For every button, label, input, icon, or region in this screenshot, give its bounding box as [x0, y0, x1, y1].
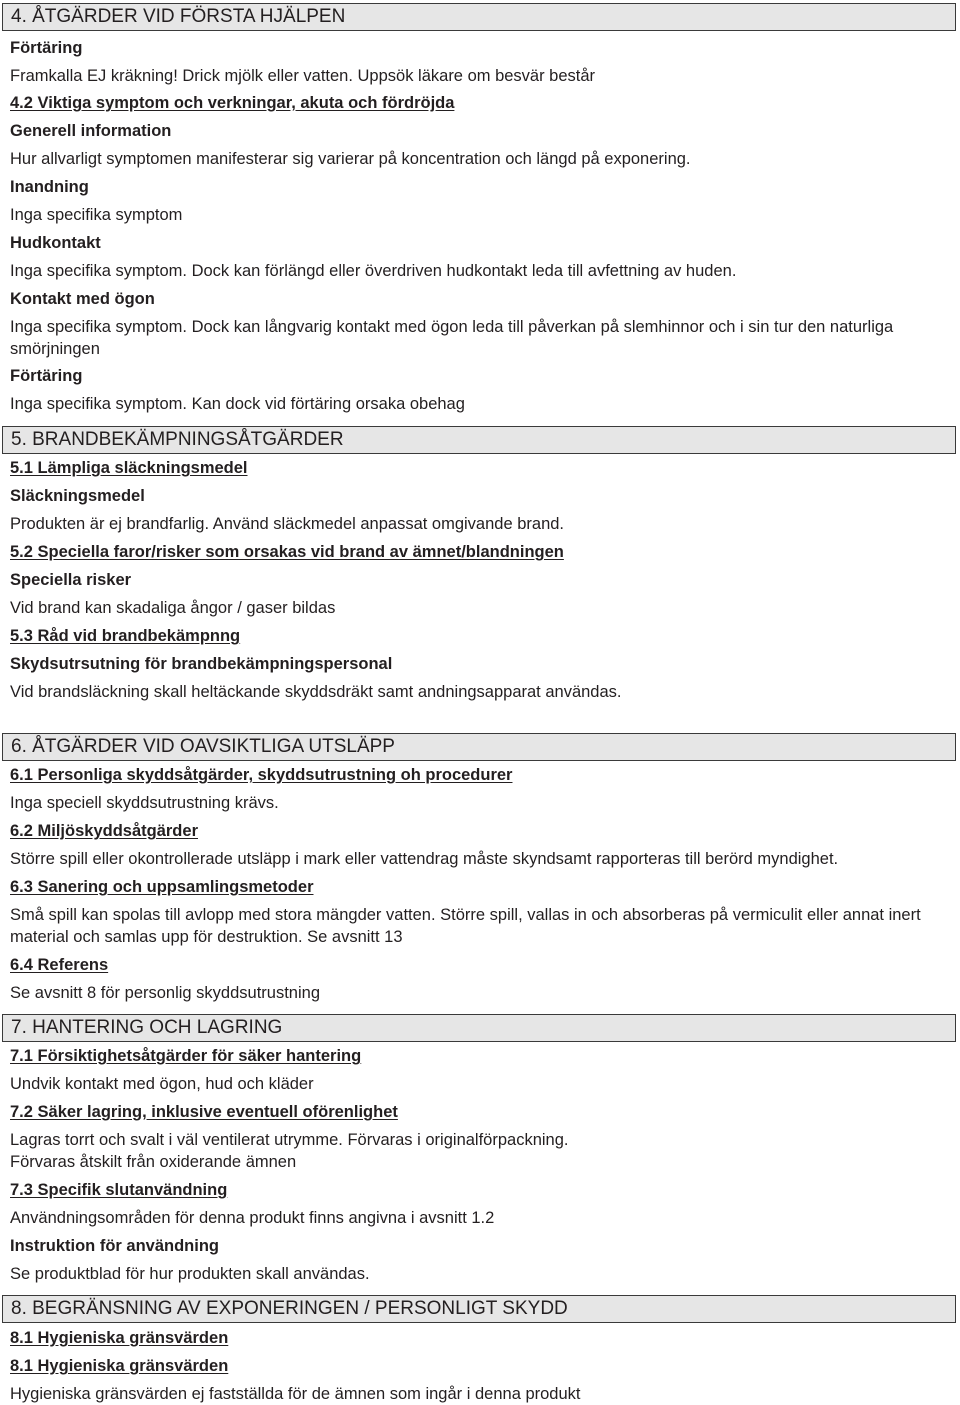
text-6-1: Inga speciell skyddsutrustning krävs. [10, 794, 279, 812]
ogon-text: Inga specifika symptom. Dock kan långvarig kontakt med ögon leda till påverkan på slemhinnor och i sin tur den naturliga smörjningen [10, 318, 894, 358]
fortaring-label: Förtäring [10, 39, 83, 57]
subsection-4-2: 4.2 Viktiga symptom och verkningar, akuta och fördröjda [10, 94, 455, 112]
inandning-label: Inandning [10, 178, 89, 196]
text-8-1: Hygieniska gränsvärden ej fastställda för de ämnen som ingår i denna produkt [10, 1385, 581, 1403]
subsection-6-3: 6.3 Sanering och uppsamlingsmetoder [10, 878, 314, 896]
text-7-2b: Förvaras åtskilt från oxiderande ämnen [10, 1153, 297, 1171]
slackningsmedel-label: Släckningsmedel [10, 487, 145, 505]
fortaring-text: Framkalla EJ kräkning! Drick mjölk eller vatten. Uppsök läkare om besvär består [10, 67, 596, 85]
subsection-5-2: 5.2 Speciella faror/risker som orsakas vid brand av ämnet/blandningen [10, 543, 564, 561]
subsection-7-2: 7.2 Säker lagring, inklusive eventuell oförenlighet [10, 1103, 398, 1121]
text-7-3: Användningsområden för denna produkt finns angivna i avsnitt 1.2 [10, 1209, 495, 1227]
section-8-heading: 8. BEGRÄNSNING AV EXPONERINGEN / PERSONLIGT SKYDD [2, 1295, 956, 1323]
skyddsutrustning-label: Skydsutrsutning för brandbekämpningspersonal [10, 655, 393, 673]
text-6-2: Större spill eller okontrollerade utsläpp i mark eller vattendrag måste skyndsamt rapporteras till berörd myndighet. [10, 850, 839, 868]
subsection-7-1: 7.1 Försiktighetsåtgärder för säker hantering [10, 1047, 362, 1065]
section-4-heading: 4. ÅTGÄRDER VID FÖRSTA HJÄLPEN [2, 3, 956, 31]
fortaring2-label: Förtäring [10, 367, 83, 385]
hudkontakt-text: Inga specifika symptom. Dock kan förlängd eller överdriven hudkontakt leda till avfettning av huden. [10, 262, 737, 280]
text-7-2a: Lagras torrt och svalt i väl ventilerat utrymme. Förvaras i originalförpackning. [10, 1131, 569, 1149]
subsection-8-1-b: 8.1 Hygieniska gränsvärden [10, 1357, 229, 1375]
section-6-heading: 6. ÅTGÄRDER VID OAVSIKTLIGA UTSLÄPP [2, 733, 956, 761]
speciella-risker-label: Speciella risker [10, 571, 132, 589]
subsection-6-2: 6.2 Miljöskyddsåtgärder [10, 822, 198, 840]
subsection-7-3: 7.3 Specifik slutanvändning [10, 1181, 228, 1199]
section-5-heading: 5. BRANDBEKÄMPNINGSÅTGÄRDER [2, 426, 956, 454]
generell-label: Generell information [10, 122, 172, 140]
fortaring2-text: Inga specifika symptom. Kan dock vid förtäring orsaka obehag [10, 395, 465, 413]
subsection-6-4: 6.4 Referens [10, 956, 109, 974]
subsection-5-1: 5.1 Lämpliga släckningsmedel [10, 459, 248, 477]
inandning-text: Inga specifika symptom [10, 206, 183, 224]
speciella-risker-text: Vid brand kan skadaliga ångor / gaser bildas [10, 599, 336, 617]
slackningsmedel-text: Produkten är ej brandfarlig. Använd släckmedel anpassat omgivande brand. [10, 515, 565, 533]
text-6-3: Små spill kan spolas till avlopp med stora mängder vatten. Större spill, vallas in och absorberas på vermiculit eller annat inert material och samlas upp för destruktion. Se avsnitt 13 [10, 906, 921, 946]
subsection-8-1-a: 8.1 Hygieniska gränsvärden [10, 1329, 229, 1347]
hudkontakt-label: Hudkontakt [10, 234, 101, 252]
subsection-5-3: 5.3 Råd vid brandbekämpnng [10, 627, 241, 645]
text-7-1: Undvik kontakt med ögon, hud och kläder [10, 1075, 314, 1093]
section-7-heading: 7. HANTERING OCH LAGRING [2, 1014, 956, 1042]
skyddsutrustning-text: Vid brandsläckning skall heltäckande skyddsdräkt samt andningsapparat användas. [10, 683, 622, 701]
instruktion-label: Instruktion för användning [10, 1237, 219, 1255]
ogon-label: Kontakt med ögon [10, 290, 155, 308]
text-6-4: Se avsnitt 8 för personlig skyddsutrustning [10, 984, 320, 1002]
instruktion-text: Se produktblad för hur produkten skall användas. [10, 1265, 370, 1283]
subsection-6-1: 6.1 Personliga skyddsåtgärder, skyddsutrustning oh procedurer [10, 766, 513, 784]
generell-text: Hur allvarligt symptomen manifesterar sig varierar på koncentration och längd på exponering. [10, 150, 691, 168]
